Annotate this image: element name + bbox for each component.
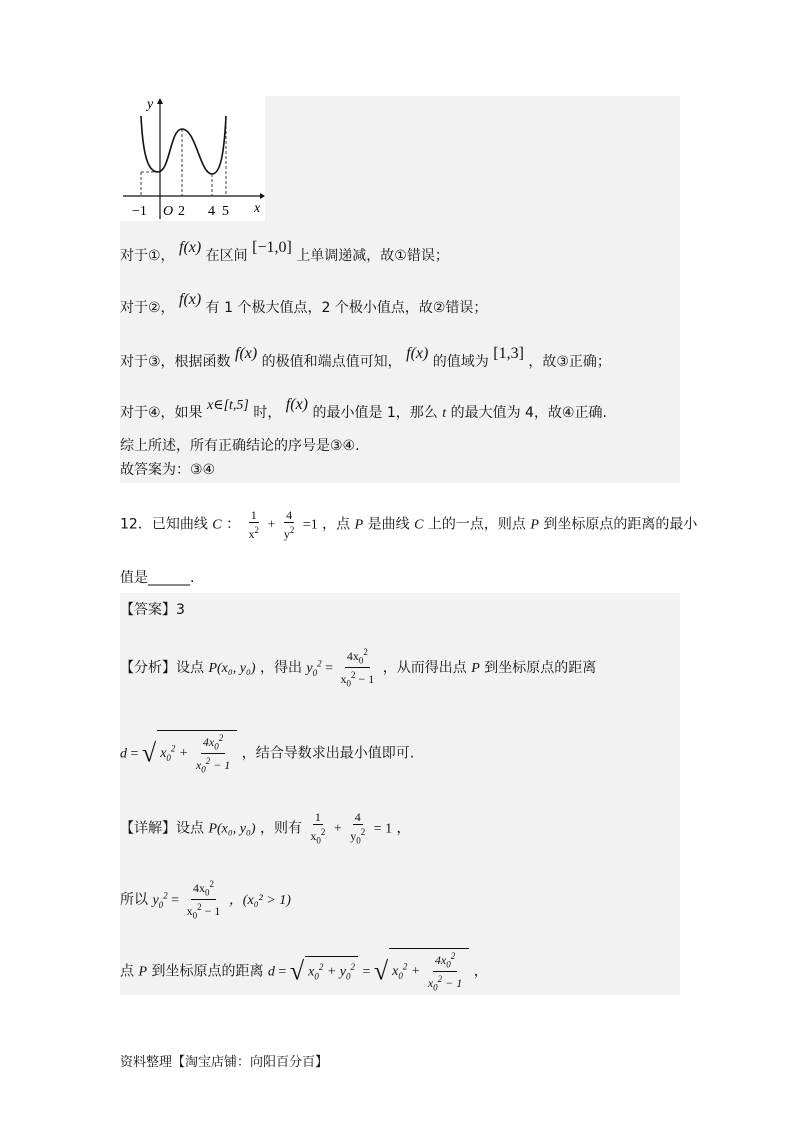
origin-label: O (163, 204, 174, 219)
fraction: $\frac{4}{y^2}$ (283, 508, 295, 541)
solution-line-4: 对于④，如果 x∈[t,5] 时， f(x) 的最小值是 1，那么 t 的最大值为 4，故④正确. (120, 396, 607, 421)
fx-symbol: f(x) (285, 396, 308, 413)
question-12: 12．已知曲线 C ： $\frac{1}{x^2}$ + $\frac{4}{y^2}$ =1 ，点 P 是曲线 C 上的一点，则点 P 到坐标原点的距离的最小 (120, 508, 698, 541)
condition: x∈[t,5] (207, 398, 249, 413)
solution-line-1: 对于①， f(x) 在区间 [−1,0] 上单调递减，故①错误； (120, 239, 449, 264)
analysis-line: 【分析】设点 P(x₀, y₀) ，得出 $y_0^2$ = $\frac{4x_0^2}{x_0^2 - 1}$ ，从而得出点 P 到坐标原点的距离 (120, 647, 597, 689)
tick-label: 2 (178, 204, 185, 219)
fx-symbol: f(x) (406, 345, 429, 362)
tick-label: 5 (222, 204, 229, 219)
function-graph (120, 96, 265, 221)
range: [1,3] (493, 345, 524, 362)
graph-svg (120, 96, 265, 221)
detail-line: 【详解】设点 P(x₀, y₀) ，则有 $\frac{1}{x_0^2}$ + $\frac{4}{y_0^2}$ = 1 ， (120, 810, 411, 846)
tick-label: 4 (208, 204, 215, 219)
solution-line-2: 对于②， f(x) 有 1 个极大值点，2 个极小值点，故②错误； (120, 291, 488, 316)
fx-symbol: f(x) (235, 345, 258, 362)
solution-line-3: 对于③，根据函数 f(x) 的极值和端点值可知， f(x) 的值域为 [1,3] ，故③正确； (120, 345, 611, 370)
footer: 资料整理【淘宝店铺：向阳百分百】 (120, 1055, 329, 1070)
interval: [−1,0] (252, 239, 292, 256)
distance-line: 点 P 到坐标原点的距离 d = √ $x_0^2 + y_0^2$ = √ $x_0^2$ + $\frac{4x_0^2}{x_0^2 - 1}$ ， (120, 948, 488, 995)
fx-symbol: f(x) (179, 239, 202, 256)
answer-label: 【答案】3 (120, 602, 185, 618)
fraction: $\frac{4}{y_0^2}$ (350, 810, 366, 846)
question-12-line2: 值是______. (120, 570, 195, 586)
y-axis-label: y (147, 97, 154, 112)
distance-formula-line: d = √ $x_0^2$ + $\frac{4x_0^2}{x_0^2 - 1}$ ，结合导数求出最小值即可. (120, 730, 414, 777)
tick-label: −1 (132, 204, 147, 219)
solution-summary: 综上所述，所有正确结论的序号是③④. (120, 438, 360, 454)
x-axis-label: x (254, 201, 261, 216)
fraction: $\frac{1}{x_0^2}$ (310, 810, 326, 846)
so-line: 所以 $y_0^2$ = $\frac{4x_0^2}{x_0^2 - 1}$ ，(x₀² > 1) (120, 879, 291, 921)
solution-answer: 故答案为：③④ (120, 462, 216, 478)
fraction: $\frac{4x_0^2}{x_0^2 - 1}$ (340, 647, 375, 689)
fraction: $\frac{1}{x^2}$ (248, 508, 260, 541)
fx-symbol: f(x) (179, 291, 202, 308)
fraction: $\frac{4x_0^2}{x_0^2 - 1}$ (186, 879, 221, 921)
